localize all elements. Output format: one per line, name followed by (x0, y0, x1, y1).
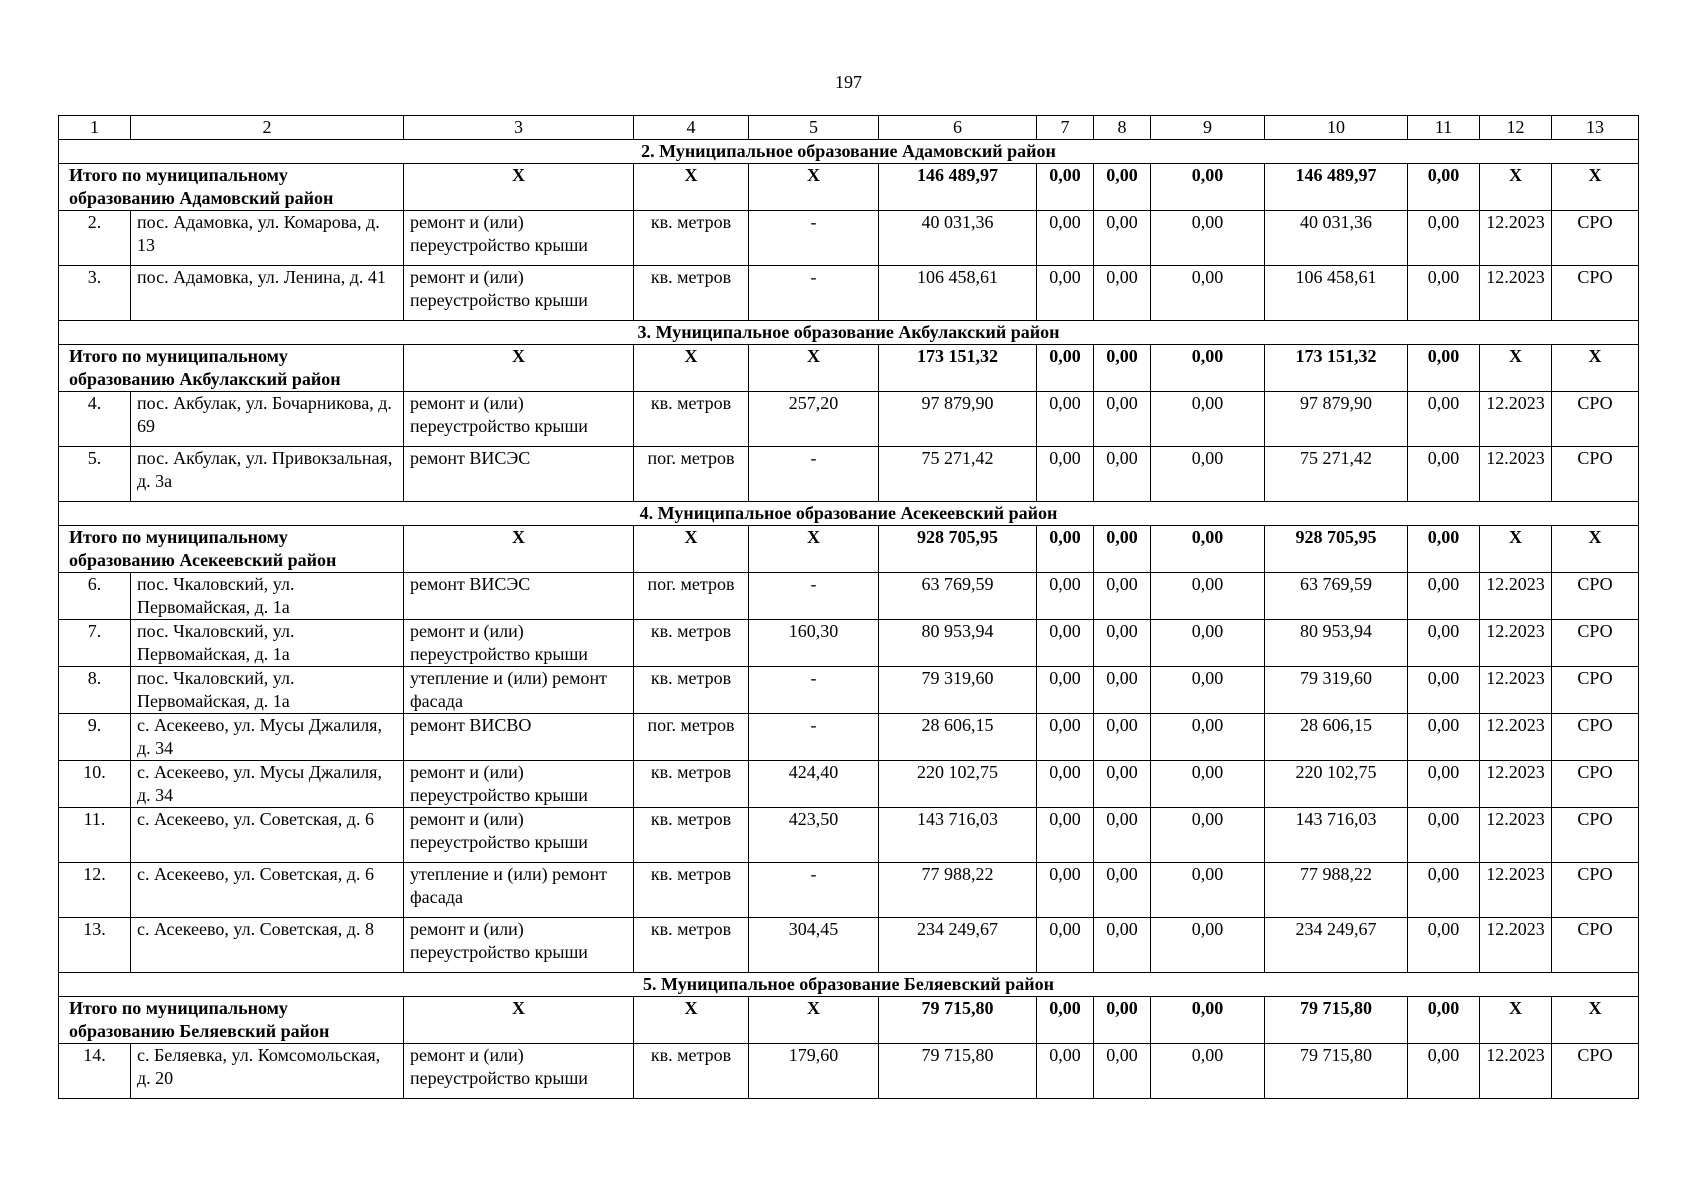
col11-cell: 0,00 (1408, 808, 1480, 863)
row-number: 4. (59, 392, 131, 447)
col8-cell: 0,00 (1094, 573, 1151, 620)
deadline-cell: 12.2023 (1480, 808, 1552, 863)
quantity-cell: - (749, 447, 879, 502)
col8-cell: 0,00 (1094, 266, 1151, 321)
col11-cell: 0,00 (1408, 761, 1480, 808)
executor-cell: СРО (1552, 808, 1639, 863)
cost-total-cell: 79 319,60 (879, 667, 1037, 714)
col10-cell: 80 953,94 (1265, 620, 1408, 667)
unit-cell: пог. метров (634, 573, 749, 620)
quantity-cell: 423,50 (749, 808, 879, 863)
unit-cell: кв. метров (634, 266, 749, 321)
address-cell: с. Асекеево, ул. Мусы Джалиля, д. 34 (131, 761, 404, 808)
executor-cell: СРО (1552, 918, 1639, 973)
cost-total-cell: 97 879,90 (879, 392, 1037, 447)
col-header: 9 (1151, 116, 1265, 140)
table-row (59, 447, 1639, 502)
total-row (59, 345, 1639, 392)
col7-cell: 0,00 (1037, 211, 1094, 266)
total-cell: 173 151,32 (1265, 345, 1408, 392)
cost-total-cell: 28 606,15 (879, 714, 1037, 761)
total-cell: Х (634, 997, 749, 1044)
col9-cell: 0,00 (1151, 211, 1265, 266)
address-cell: пос. Чкаловский, ул. Первомайская, д. 1а (131, 573, 404, 620)
col7-cell: 0,00 (1037, 761, 1094, 808)
col7-cell: 0,00 (1037, 667, 1094, 714)
total-cell: Х (634, 345, 749, 392)
section-header-row (59, 973, 1639, 997)
col10-cell: 79 319,60 (1265, 667, 1408, 714)
deadline-cell: 12.2023 (1480, 573, 1552, 620)
col8-cell: 0,00 (1094, 392, 1151, 447)
total-cell: Х (1480, 526, 1552, 573)
row-number: 6. (59, 573, 131, 620)
work-type-cell: утепление и (или) ремонт фасада (404, 667, 634, 714)
cost-total-cell: 80 953,94 (879, 620, 1037, 667)
col11-cell: 0,00 (1408, 714, 1480, 761)
section-header-row (59, 321, 1639, 345)
address-cell: с. Асекеево, ул. Советская, д. 8 (131, 918, 404, 973)
row-number: 7. (59, 620, 131, 667)
row-number: 2. (59, 211, 131, 266)
work-type-cell: утепление и (или) ремонт фасада (404, 863, 634, 918)
col11-cell: 0,00 (1408, 620, 1480, 667)
total-cell: Х (1480, 164, 1552, 211)
col9-cell: 0,00 (1151, 620, 1265, 667)
total-cell: 0,00 (1408, 526, 1480, 573)
deadline-cell: 12.2023 (1480, 1044, 1552, 1099)
total-cell: 146 489,97 (1265, 164, 1408, 211)
col-header: 8 (1094, 116, 1151, 140)
deadline-cell: 12.2023 (1480, 211, 1552, 266)
col-header: 1 (59, 116, 131, 140)
col10-cell: 220 102,75 (1265, 761, 1408, 808)
address-cell: пос. Адамовка, ул. Ленина, д. 41 (131, 266, 404, 321)
work-type-cell: ремонт ВИСЭС (404, 573, 634, 620)
col9-cell: 0,00 (1151, 761, 1265, 808)
total-cell: Х (404, 164, 634, 211)
unit-cell: кв. метров (634, 667, 749, 714)
quantity-cell: - (749, 667, 879, 714)
quantity-cell: - (749, 714, 879, 761)
total-cell: Х (404, 526, 634, 573)
table-row (59, 211, 1639, 266)
col-header: 2 (131, 116, 404, 140)
total-cell: Х (749, 526, 879, 573)
col9-cell: 0,00 (1151, 447, 1265, 502)
executor-cell: СРО (1552, 667, 1639, 714)
col7-cell: 0,00 (1037, 863, 1094, 918)
unit-cell: пог. метров (634, 447, 749, 502)
col-header: 5 (749, 116, 879, 140)
section-title: 2. Муниципальное образование Адамовский район (59, 140, 1639, 164)
section-header-row (59, 502, 1639, 526)
col8-cell: 0,00 (1094, 863, 1151, 918)
col11-cell: 0,00 (1408, 667, 1480, 714)
col9-cell: 0,00 (1151, 714, 1265, 761)
quantity-cell: 160,30 (749, 620, 879, 667)
row-number: 3. (59, 266, 131, 321)
col8-cell: 0,00 (1094, 761, 1151, 808)
executor-cell: СРО (1552, 573, 1639, 620)
table-row (59, 1044, 1639, 1099)
col9-cell: 0,00 (1151, 392, 1265, 447)
col8-cell: 0,00 (1094, 447, 1151, 502)
deadline-cell: 12.2023 (1480, 918, 1552, 973)
quantity-cell: 179,60 (749, 1044, 879, 1099)
total-cell: 928 705,95 (1265, 526, 1408, 573)
col11-cell: 0,00 (1408, 447, 1480, 502)
total-row (59, 526, 1639, 573)
total-cell: Х (1480, 997, 1552, 1044)
address-cell: пос. Акбулак, ул. Привокзальная, д. 3а (131, 447, 404, 502)
unit-cell: кв. метров (634, 392, 749, 447)
cost-total-cell: 106 458,61 (879, 266, 1037, 321)
total-cell: Х (1480, 345, 1552, 392)
row-number: 13. (59, 918, 131, 973)
total-label: Итого по муниципальному образованию Беляевский район (59, 997, 404, 1044)
col11-cell: 0,00 (1408, 918, 1480, 973)
cost-total-cell: 77 988,22 (879, 863, 1037, 918)
row-number: 12. (59, 863, 131, 918)
col10-cell: 28 606,15 (1265, 714, 1408, 761)
deadline-cell: 12.2023 (1480, 266, 1552, 321)
col7-cell: 0,00 (1037, 918, 1094, 973)
row-number: 14. (59, 1044, 131, 1099)
total-cell: 173 151,32 (879, 345, 1037, 392)
col9-cell: 0,00 (1151, 918, 1265, 973)
section-title: 3. Муниципальное образование Акбулакский район (59, 321, 1639, 345)
col10-cell: 106 458,61 (1265, 266, 1408, 321)
col8-cell: 0,00 (1094, 667, 1151, 714)
col7-cell: 0,00 (1037, 714, 1094, 761)
col8-cell: 0,00 (1094, 1044, 1151, 1099)
col7-cell: 0,00 (1037, 1044, 1094, 1099)
col8-cell: 0,00 (1094, 620, 1151, 667)
work-type-cell: ремонт и (или) переустройство крыши (404, 1044, 634, 1099)
col10-cell: 79 715,80 (1265, 1044, 1408, 1099)
col7-cell: 0,00 (1037, 266, 1094, 321)
col7-cell: 0,00 (1037, 808, 1094, 863)
total-cell: Х (749, 345, 879, 392)
address-cell: пос. Чкаловский, ул. Первомайская, д. 1а (131, 667, 404, 714)
total-label: Итого по муниципальному образованию Асекеевский район (59, 526, 404, 573)
total-cell: 0,00 (1151, 526, 1265, 573)
total-cell: Х (404, 997, 634, 1044)
unit-cell: кв. метров (634, 918, 749, 973)
executor-cell: СРО (1552, 392, 1639, 447)
total-cell: Х (404, 345, 634, 392)
table-row (59, 808, 1639, 863)
col-header: 6 (879, 116, 1037, 140)
work-type-cell: ремонт и (или) переустройство крыши (404, 761, 634, 808)
total-cell: 0,00 (1037, 526, 1094, 573)
col-header: 11 (1408, 116, 1480, 140)
deadline-cell: 12.2023 (1480, 392, 1552, 447)
executor-cell: СРО (1552, 447, 1639, 502)
unit-cell: кв. метров (634, 863, 749, 918)
deadline-cell: 12.2023 (1480, 667, 1552, 714)
unit-cell: кв. метров (634, 761, 749, 808)
quantity-cell: - (749, 266, 879, 321)
total-cell: 146 489,97 (879, 164, 1037, 211)
address-cell: пос. Адамовка, ул. Комарова, д. 13 (131, 211, 404, 266)
row-number: 5. (59, 447, 131, 502)
cost-total-cell: 220 102,75 (879, 761, 1037, 808)
work-type-cell: ремонт и (или) переустройство крыши (404, 266, 634, 321)
executor-cell: СРО (1552, 714, 1639, 761)
total-cell: 79 715,80 (1265, 997, 1408, 1044)
capital-repair-table (58, 115, 1639, 1099)
total-cell: 0,00 (1094, 345, 1151, 392)
row-number: 8. (59, 667, 131, 714)
row-number: 10. (59, 761, 131, 808)
col-header: 12 (1480, 116, 1552, 140)
total-row (59, 164, 1639, 211)
col9-cell: 0,00 (1151, 863, 1265, 918)
deadline-cell: 12.2023 (1480, 863, 1552, 918)
work-type-cell: ремонт и (или) переустройство крыши (404, 808, 634, 863)
total-cell: Х (1552, 526, 1639, 573)
col10-cell: 40 031,36 (1265, 211, 1408, 266)
unit-cell: кв. метров (634, 808, 749, 863)
total-cell: 0,00 (1408, 164, 1480, 211)
column-number-row (59, 116, 1639, 140)
deadline-cell: 12.2023 (1480, 761, 1552, 808)
col11-cell: 0,00 (1408, 573, 1480, 620)
total-cell: 0,00 (1151, 345, 1265, 392)
col11-cell: 0,00 (1408, 392, 1480, 447)
work-type-cell: ремонт и (или) переустройство крыши (404, 620, 634, 667)
executor-cell: СРО (1552, 266, 1639, 321)
table-row (59, 667, 1639, 714)
col10-cell: 143 716,03 (1265, 808, 1408, 863)
quantity-cell: - (749, 863, 879, 918)
cost-total-cell: 75 271,42 (879, 447, 1037, 502)
col8-cell: 0,00 (1094, 714, 1151, 761)
address-cell: пос. Акбулак, ул. Бочарникова, д. 69 (131, 392, 404, 447)
col10-cell: 234 249,67 (1265, 918, 1408, 973)
col10-cell: 63 769,59 (1265, 573, 1408, 620)
work-type-cell: ремонт и (или) переустройство крыши (404, 918, 634, 973)
page-number: 197 (835, 72, 862, 92)
unit-cell: кв. метров (634, 211, 749, 266)
total-cell: Х (1552, 164, 1639, 211)
deadline-cell: 12.2023 (1480, 620, 1552, 667)
section-title: 5. Муниципальное образование Беляевский район (59, 973, 1639, 997)
unit-cell: пог. метров (634, 714, 749, 761)
col-header: 4 (634, 116, 749, 140)
col10-cell: 97 879,90 (1265, 392, 1408, 447)
total-cell: 0,00 (1151, 997, 1265, 1044)
table-row (59, 266, 1639, 321)
total-cell: Х (749, 997, 879, 1044)
col8-cell: 0,00 (1094, 918, 1151, 973)
col7-cell: 0,00 (1037, 447, 1094, 502)
col9-cell: 0,00 (1151, 573, 1265, 620)
table-row (59, 863, 1639, 918)
col7-cell: 0,00 (1037, 620, 1094, 667)
total-cell: 0,00 (1037, 164, 1094, 211)
table-row (59, 392, 1639, 447)
col9-cell: 0,00 (1151, 1044, 1265, 1099)
total-label: Итого по муниципальному образованию Адамовский район (59, 164, 404, 211)
total-cell: 0,00 (1094, 164, 1151, 211)
col-header: 7 (1037, 116, 1094, 140)
col11-cell: 0,00 (1408, 1044, 1480, 1099)
col10-cell: 75 271,42 (1265, 447, 1408, 502)
work-type-cell: ремонт и (или) переустройство крыши (404, 392, 634, 447)
unit-cell: кв. метров (634, 1044, 749, 1099)
address-cell: с. Асекеево, ул. Мусы Джалиля, д. 34 (131, 714, 404, 761)
table-row (59, 620, 1639, 667)
col9-cell: 0,00 (1151, 667, 1265, 714)
col9-cell: 0,00 (1151, 808, 1265, 863)
quantity-cell: 304,45 (749, 918, 879, 973)
section-header-row (59, 140, 1639, 164)
col11-cell: 0,00 (1408, 211, 1480, 266)
executor-cell: СРО (1552, 863, 1639, 918)
deadline-cell: 12.2023 (1480, 714, 1552, 761)
col-header: 3 (404, 116, 634, 140)
table-row (59, 918, 1639, 973)
quantity-cell: 257,20 (749, 392, 879, 447)
section-title: 4. Муниципальное образование Асекеевский район (59, 502, 1639, 526)
quantity-cell: - (749, 573, 879, 620)
cost-total-cell: 143 716,03 (879, 808, 1037, 863)
total-cell: Х (749, 164, 879, 211)
total-cell: 79 715,80 (879, 997, 1037, 1044)
address-cell: с. Асекеево, ул. Советская, д. 6 (131, 808, 404, 863)
cost-total-cell: 234 249,67 (879, 918, 1037, 973)
address-cell: с. Асекеево, ул. Советская, д. 6 (131, 863, 404, 918)
table-row (59, 761, 1639, 808)
unit-cell: кв. метров (634, 620, 749, 667)
address-cell: с. Беляевка, ул. Комсомольская, д. 20 (131, 1044, 404, 1099)
col11-cell: 0,00 (1408, 863, 1480, 918)
total-cell: Х (634, 164, 749, 211)
deadline-cell: 12.2023 (1480, 447, 1552, 502)
total-cell: 0,00 (1094, 997, 1151, 1044)
total-cell: 0,00 (1408, 997, 1480, 1044)
cost-total-cell: 79 715,80 (879, 1044, 1037, 1099)
col-header: 10 (1265, 116, 1408, 140)
col7-cell: 0,00 (1037, 573, 1094, 620)
col8-cell: 0,00 (1094, 211, 1151, 266)
quantity-cell: 424,40 (749, 761, 879, 808)
table-row (59, 714, 1639, 761)
executor-cell: СРО (1552, 761, 1639, 808)
executor-cell: СРО (1552, 211, 1639, 266)
executor-cell: СРО (1552, 1044, 1639, 1099)
total-cell: 0,00 (1037, 997, 1094, 1044)
cost-total-cell: 63 769,59 (879, 573, 1037, 620)
total-cell: 0,00 (1037, 345, 1094, 392)
row-number: 9. (59, 714, 131, 761)
row-number: 11. (59, 808, 131, 863)
total-cell: Х (1552, 345, 1639, 392)
col9-cell: 0,00 (1151, 266, 1265, 321)
total-label: Итого по муниципальному образованию Акбулакский район (59, 345, 404, 392)
col10-cell: 77 988,22 (1265, 863, 1408, 918)
total-row (59, 997, 1639, 1044)
address-cell: пос. Чкаловский, ул. Первомайская, д. 1а (131, 620, 404, 667)
col11-cell: 0,00 (1408, 266, 1480, 321)
total-cell: 0,00 (1094, 526, 1151, 573)
col8-cell: 0,00 (1094, 808, 1151, 863)
work-type-cell: ремонт и (или) переустройство крыши (404, 211, 634, 266)
total-cell: Х (1552, 997, 1639, 1044)
cost-total-cell: 40 031,36 (879, 211, 1037, 266)
work-type-cell: ремонт ВИСЭС (404, 447, 634, 502)
executor-cell: СРО (1552, 620, 1639, 667)
total-cell: 928 705,95 (879, 526, 1037, 573)
total-cell: 0,00 (1151, 164, 1265, 211)
col7-cell: 0,00 (1037, 392, 1094, 447)
total-cell: 0,00 (1408, 345, 1480, 392)
total-cell: Х (634, 526, 749, 573)
work-type-cell: ремонт ВИСВО (404, 714, 634, 761)
table-row (59, 573, 1639, 620)
quantity-cell: - (749, 211, 879, 266)
col-header: 13 (1552, 116, 1639, 140)
